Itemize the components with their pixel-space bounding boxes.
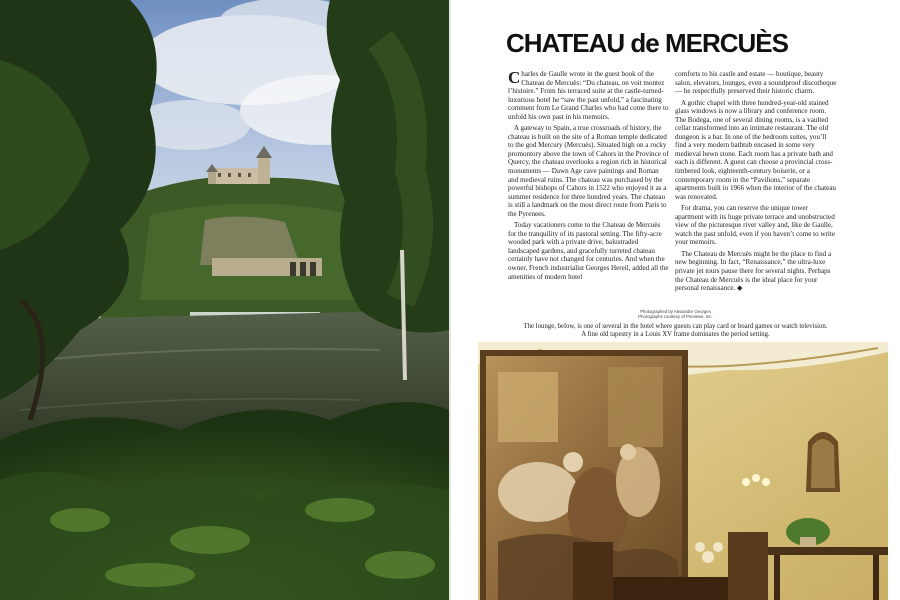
paragraph: A gateway to Spain, a true crossroads of history, the chateau is built on the site of a Roman temple dedicated to the god Mercury (Mercuès). Situated high on a rocky promontory above the town of Cahors in the Province of Quercy, the chateau overlooks a region rich in historical monuments — Dawn Age cave paintings and Roman and medieval ruins. The chateau was purchased by the powerful bishops of Cahors in 1522 who enjoyed it as a summer residence for three hundred years. The chateau is still a landmark on the most direct route from Paris to the Pyrenees. <box>508 124 669 218</box>
article-page <box>451 0 900 600</box>
chateau-river-photo <box>0 0 449 600</box>
photo-caption <box>481 323 870 339</box>
caption-line-2: A fine old tapestry in a Louis XV frame dominates the period setting. <box>581 331 770 338</box>
photographer-credit: Photographed by Alexandre Georges <box>640 309 711 314</box>
paragraph: comforts to his castle and estate — boutique, beauty salon, elevators, lounges, even a soundproof discotheque — he respectfully preserved their historic charm. <box>675 70 837 96</box>
paragraph <box>508 70 670 121</box>
paragraph: The Chateau de Mercuès might be the place to find a new beginning. In fact, “Renaissance,” the ultra-luxe private jet tours pause there for several nights. Perhaps the Chateau de Mercuès is the ideal place for your personal renaissance. ◆ <box>675 249 832 293</box>
paragraph: Today vacationers come to the Chateau de Mercuès for the tranquility of its pastoral setting. The fifty-acre wooded park with a private drive, balustraded landscaped gardens, and gracefully turreted chateau certainly have not changed for centuries. And when the owner, French industrialist Georges Hereil, added all the amenities of modern hotel <box>508 221 669 281</box>
paragraph: A gothic chapel with three hundred-year-old stained glass windows is now a library and conference room. The Bodega, one of several dining rooms, is a vaulted cellar transformed into an intimate restaurant. The old dungeon is a bar. In one of the bedroom suites, you’ll find a very modern bathtub encased in some very medieval hewn stone. Each room has a private bath and each is different. A guest can choose a provincial cross-timbered look, eighteenth-century boiserie, or a contemporary room in the “Pavilions,” separate apartments built in 1966 when the interior of the chateau was renovated. <box>675 98 836 201</box>
drop-cap: C <box>508 68 521 87</box>
caption-line-1: The lounge, below, is one of several in the hotel where guests can play card or board games or watch television. <box>523 323 828 330</box>
landscape-illustration <box>0 0 449 600</box>
photo-credits <box>451 309 900 319</box>
lounge-photo <box>478 342 888 600</box>
article-title: CHATEAU de MERCUÈS <box>506 28 788 58</box>
wall-mirror <box>806 432 840 492</box>
courtesy-credit: Photographs courtesy of Previews, Inc. <box>638 314 713 319</box>
text-column-right <box>675 70 837 296</box>
paragraph-text: harles de Gaulle wrote in the guest book of the Chateau de Mercuès: “Du chateau, on voit montez l’histoire.” From his terraced suite at the castle-turned-luxurious hotel he “saw the past unfold,” a fascinating comment from Le Grand Charles who had come there to unfold his own past in his memoirs. <box>508 70 669 121</box>
paragraph: For drama, you can reserve the unique tower apartment with its huge private terrace and unobstructed view of the picturesque river valley and, like de Gaulle, watch the past unfold, even if you haven’t come to write your memoirs. <box>675 204 836 247</box>
text-column-left <box>508 70 670 284</box>
lounge-illustration <box>478 342 888 600</box>
